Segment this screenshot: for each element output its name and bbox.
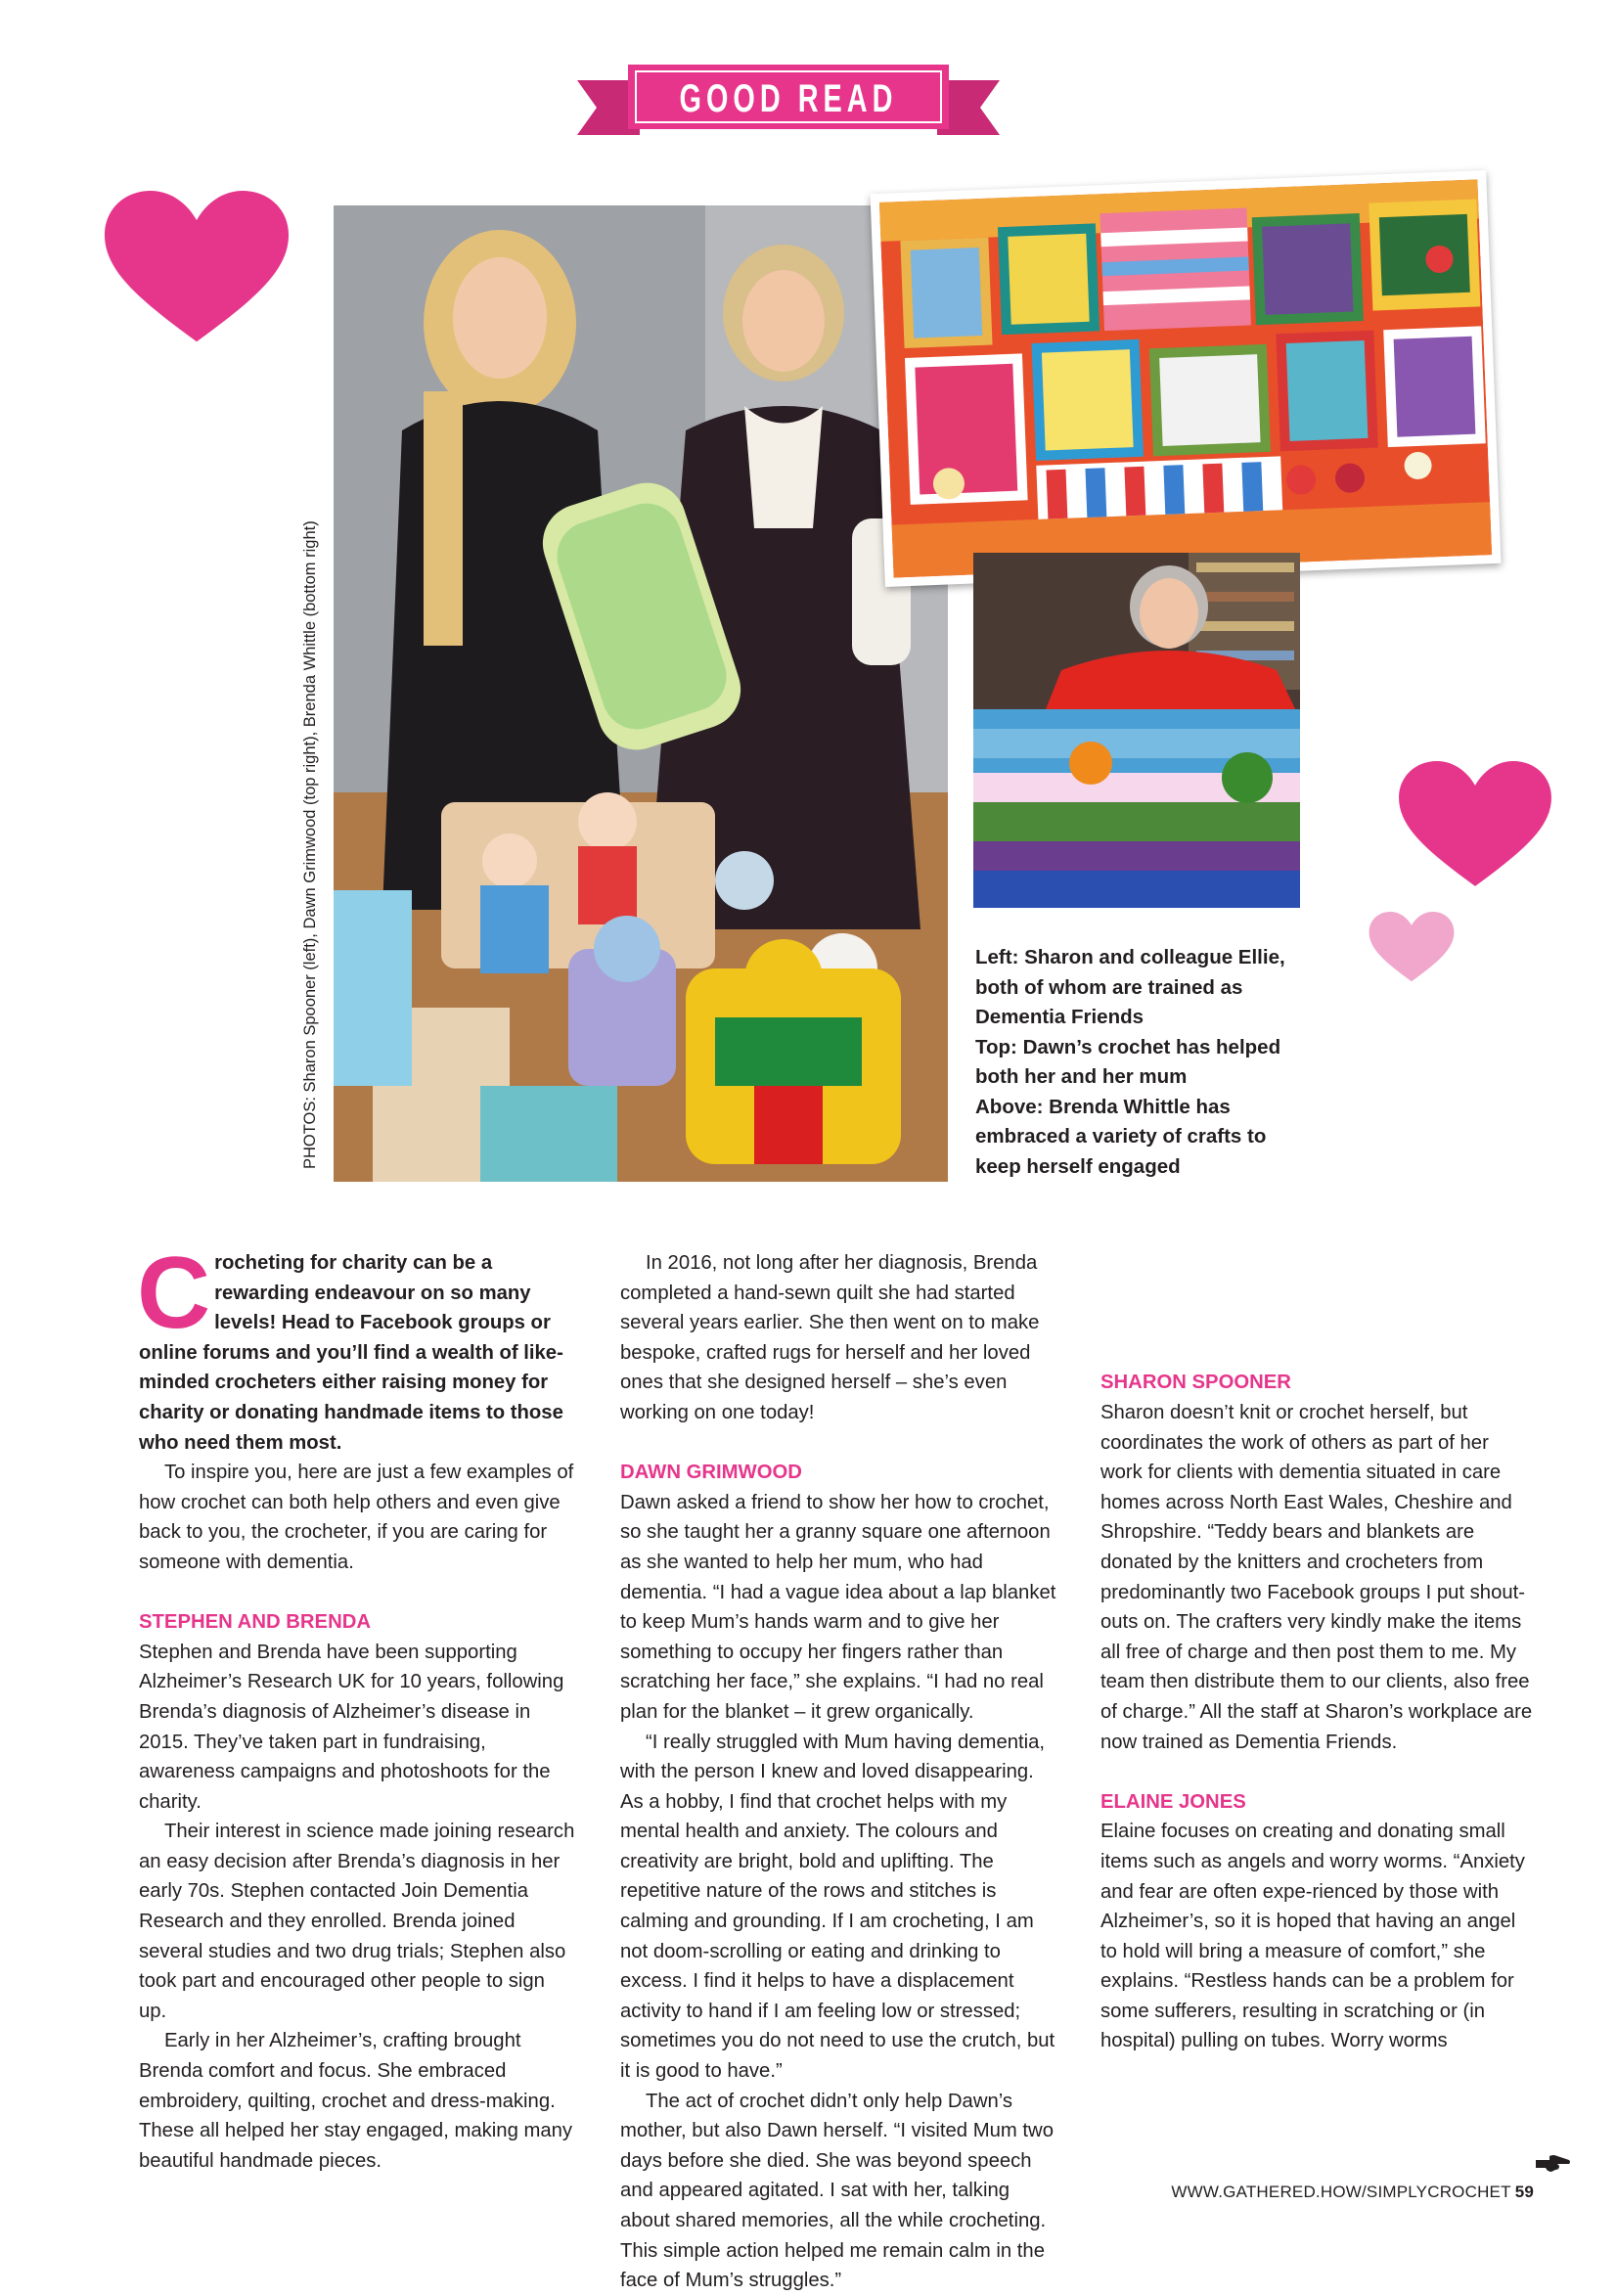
body-paragraph: Sharon doesn’t knit or crochet herself, but coordinates the work of others as part of her work for clients with dementia situated in care homes across North East Wales, Cheshire and Shropshire. “Teddy bears and blankets are donated by the knitters and crocheters from predominantly two Facebook groups I put shout-outs on. The crafters very kindly make the items all free of charge and then post them to me. My team then distribute them to our clients, also free of charge.” All the staff at Sharon’s workplace are now trained as Dementia Friends. [1100,1402,1533,1753]
photo-caption [975,943,1308,1182]
photo-sharon-and-ellie [334,205,948,1182]
intro-text: rocheting for charity can be a rewarding endeavour on so many levels! Head to Facebook groups or online forums and you’ll find a wealth of like-minded crocheters either raising money for charity or donating handmade items to those who need them most. [139,1252,563,1454]
heart-icon [1396,761,1554,889]
body-paragraph: In 2016, not long after her diagnosis, Brenda completed a hand-sewn quilt she had started several years earlier. She then went on to make bespoke, crafted rugs for herself and her loved ones that she designed herself – she’s even working on one today! [620,1252,1040,1423]
body-paragraph: Stephen and Brenda have been supporting Alzheimer’s Research UK for 10 years, following Brenda’s diagnosis of Alzheimer’s disease in 2015. They’ve taken part in fundraising, awareness campaigns and photoshoots for the charity. [139,1641,564,1813]
body-paragraph: The act of crochet didn’t only help Dawn’s mother, but also Dawn herself. “I visited Mum two days before she died. She was beyond speech and appeared agitated. I sat with her, talking about shared memories, all the while crocheting. This simple action helped me remain calm in the face of Mum’s struggles.” [620,2090,1054,2292]
photo-credit: PHOTOS: Sharon Spooner (left), Dawn Grimwood (top right), Brenda Whittle (bottom right) [301,520,319,1169]
heart-icon [101,191,292,345]
photo-brenda-whittle [973,553,1300,908]
photo-dawn-crochet-blanket [871,170,1502,587]
body-paragraph: “I really struggled with Mum having dementia, with the person I knew and loved disappearing. As a hobby, I find that crochet helps with my mental health and anxiety. The colours and creativity are bright, bold and uplifting. The repetitive nature of the rows and stitches is calming and grounding. If I am crocheting, I am not doom-scrolling or eating and drinking to excess. I find it helps to have a displacement activity to hand if I am feeling low or stressed; sometimes you do not need to use the crutch, but it is good to have.” [620,1731,1055,2083]
body-paragraph: Early in her Alzheimer’s, crafting brought Brenda comfort and focus. She embraced embroidery, quilting, crochet and dress-making. These all helped her stay engaged, making many beautiful handmade pieces. [139,2030,573,2172]
body-paragraph: Dawn asked a friend to show her how to crochet, so she taught her a granny square one afternoon as she wanted to help her mum, who had dementia. “I had a vague idea about a lap blanket to keep Mum’s hands warm and to give her something to occupy her fingers rather than scratching her face,” she explains. “I had no real plan for the blanket – it grew organically. [620,1491,1056,1723]
body-paragraph: Their interest in science made joining research an easy decision after Brenda’s diagnosis in her early 70s. Stephen contacted Join Dementia Research and they enrolled. Brenda joined several studies and two drug trials; Stephen also took part and encouraged other people to sign up. [139,1821,575,2022]
section-heading: STEPHEN AND BRENDA [139,1611,372,1634]
body-paragraph: Elaine focuses on creating and donating small items such as angels and worry worms. “Anxiety and fear are often expe-rienced by those with Alzheimer’s, so it is hoped that having an angel to hold will bring a measure of comfort,” she explains. “Restless hands can be a problem for some sufferers, resulting in scratching or (in hospital) pulling on tubes. Worry worms [1100,1821,1525,2052]
body-paragraph: To inspire you, here are just a few examples of how crochet can both help others and even give back to you, the crocheter, if you are caring for someone with dementia. [139,1462,574,1573]
section-ribbon [577,61,1000,137]
pointing-hand-icon [1536,2154,1571,2174]
page-number: 59 [1514,2183,1534,2201]
section-heading: DAWN GRIMWOOD [620,1462,802,1484]
article-column-2 [620,1248,1056,2296]
section-label: GOOD READ [679,76,898,120]
article-column-1 [137,1237,577,2176]
intro-paragraph [137,1237,577,1458]
drop-cap: C [137,1237,211,1350]
footer-url: WWW.GATHERED.HOW/SIMPLYCROCHET [1171,2183,1511,2201]
heart-icon [1369,912,1455,983]
article-column-3 [1100,1248,1536,2056]
section-heading: SHARON SPOONER [1100,1372,1291,1394]
page-footer [1171,2183,1534,2202]
caption-above: Above: Brenda Whittle has embraced a variety of crafts to keep herself engaged [975,1095,1267,1178]
caption-top: Top: Dawn’s crochet has helped both her and her mum [975,1035,1281,1088]
caption-left: Left: Sharon and colleague Ellie, both of whom are trained as Dementia Friends [975,946,1285,1028]
section-heading: ELAINE JONES [1100,1790,1246,1813]
